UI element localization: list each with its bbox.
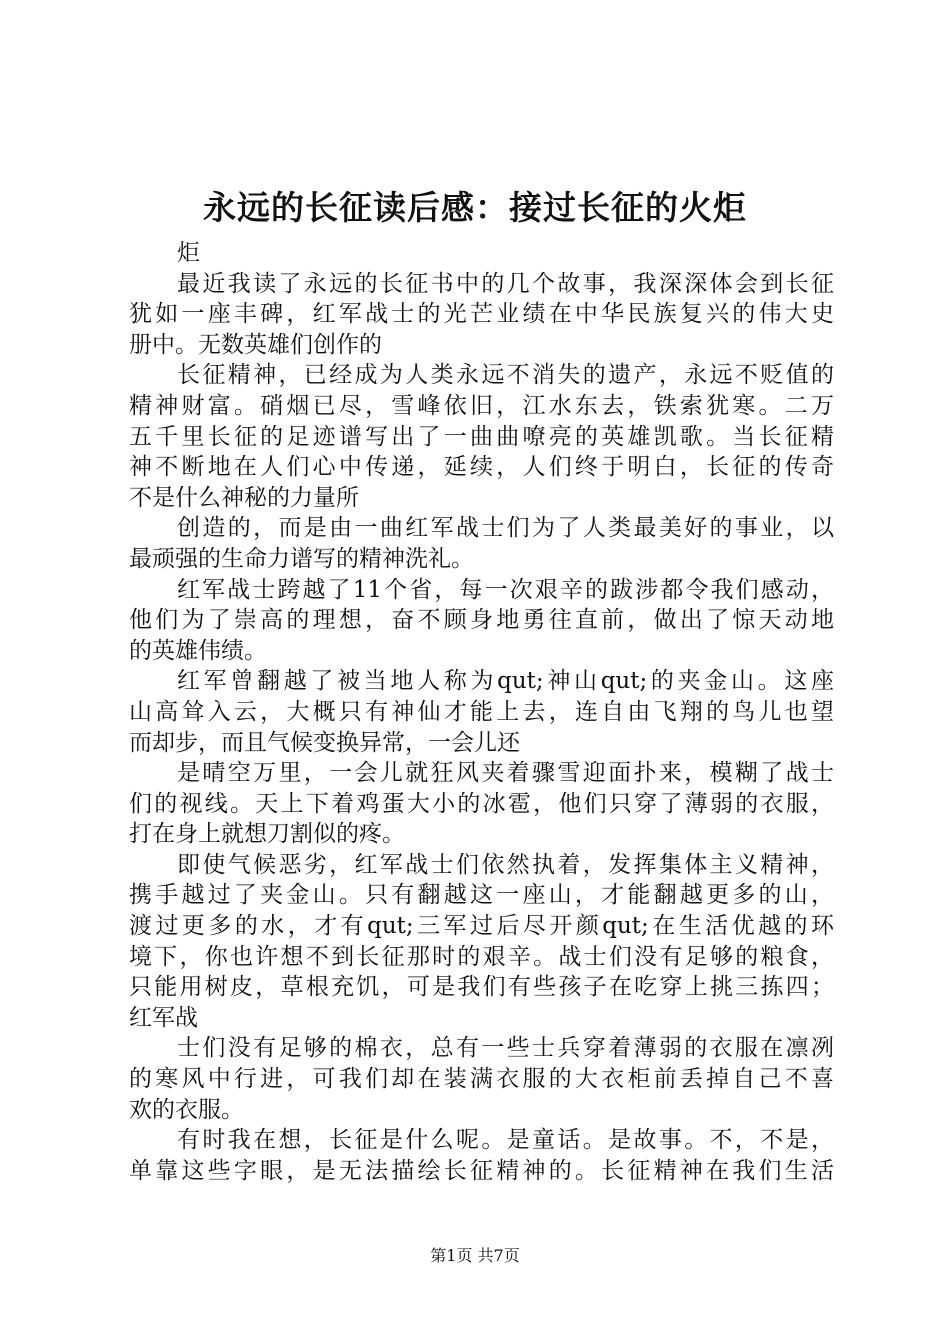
body-line: 创造的，而是由一曲红军战士们为了人类最美好的事业，以 [177,515,834,542]
body-line: 红军曾翻越了被当地人称为qut;神山qut;的夹金山。这座 [177,668,834,695]
document-body [129,238,834,1186]
body-line: 他们为了崇高的理想，奋不顾身地勇往直前，做出了惊天动地 [129,607,834,634]
body-line: 山高耸入云，大概只有神仙才能上去，连自由飞翔的鸟儿也望 [129,698,834,725]
body-line: 们的视线。天上下着鸡蛋大小的冰雹，他们只穿了薄弱的衣服， [129,790,834,817]
body-line: 炬 [177,240,200,266]
body-line: 不是什么神秘的力量所 [129,484,359,511]
body-line: 士们没有足够的棉衣，总有一些士兵穿着薄弱的衣服在凛冽 [177,1035,834,1062]
body-line: 红军战士跨越了11个省，每一次艰辛的跋涉都令我们感动， [177,576,834,603]
body-line: 而却步，而且气候变换异常，一会儿还 [129,729,520,756]
body-line: 是晴空万里，一会儿就狂风夹着骤雪迎面扑来，模糊了战士 [177,760,834,787]
body-line: 渡过更多的水，才有qut;三军过后尽开颜qut;在生活优越的环 [129,913,834,940]
body-line: 境下，你也许想不到长征那时的艰辛。战士们没有足够的粮食， [129,943,834,970]
body-line: 长征精神，已经成为人类永远不消失的遗产，永远不贬值的 [177,362,834,389]
body-line: 犹如一座丰碑，红军战士的光芒业绩在中华民族复兴的伟大史 [129,301,834,328]
body-line: 只能用树皮，草根充饥，可是我们有些孩子在吃穿上挑三拣四； [129,974,834,1001]
body-line: 精神财富。硝烟已尽，雪峰依旧，江水东去，铁索犹寒。二万 [129,392,834,419]
body-line: 最近我读了永远的长征书中的几个故事，我深深体会到长征 [177,270,834,297]
body-line: 神不断地在人们心中传递，延续，人们终于明白，长征的传奇 [129,454,834,481]
body-line: 的寒风中行进，可我们却在装满衣服的大衣柜前丢掉自己不喜 [129,1066,834,1093]
body-line: 册中。无数英雄们创作的 [129,331,382,358]
document-title: 永远的长征读后感：接过长征的火炬 [203,188,747,227]
page-footer: 第1页 共7页 [430,1246,520,1265]
body-line: 五千里长征的足迹谱写出了一曲曲嘹亮的英雄凯歌。当长征精 [129,423,834,450]
body-line: 打在身上就想刀割似的疼。 [129,821,405,848]
body-line: 单靠这些字眼，是无法描绘长征精神的。长征精神在我们生活 [129,1157,834,1184]
body-line: 即使气候恶劣，红军战士们依然执着，发挥集体主义精神， [177,851,834,878]
body-line: 欢的衣服。 [129,1096,244,1123]
body-line: 的英雄伟绩。 [129,637,267,664]
body-line: 有时我在想，长征是什么呢。是童话。是故事。不，不是， [177,1127,834,1154]
body-line: 最顽强的生命力谱写的精神洗礼。 [129,545,474,572]
body-line: 红军战 [129,1004,198,1031]
body-line: 携手越过了夹金山。只有翻越这一座山，才能翻越更多的山， [129,882,834,909]
